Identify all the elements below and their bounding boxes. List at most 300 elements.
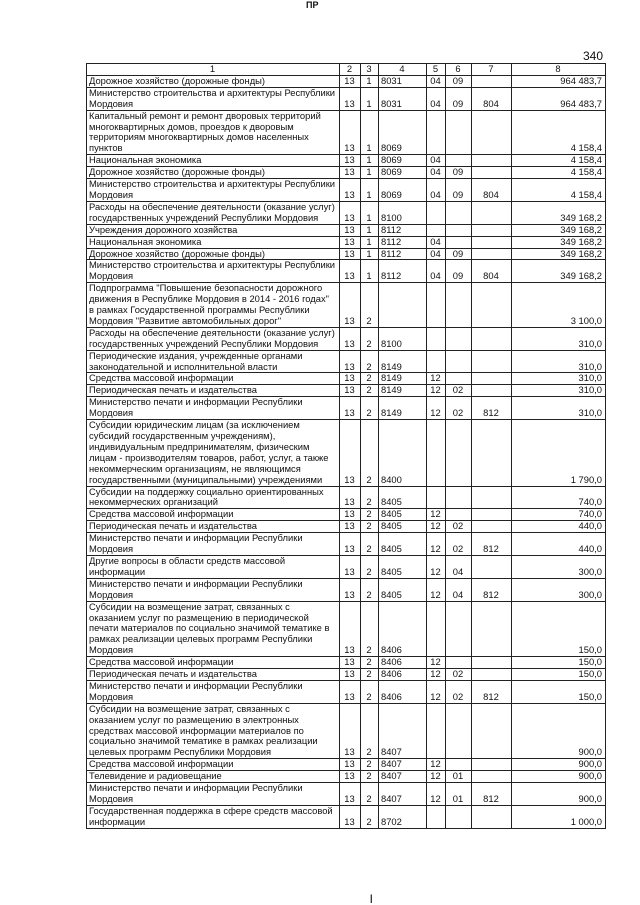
row-code-2: 2: [361, 533, 379, 556]
row-code-3: 8406: [379, 657, 427, 669]
header-col-7: 7: [472, 64, 512, 76]
row-amount: 310,0: [512, 373, 606, 385]
row-ministry-code: [472, 486, 512, 509]
row-subsection: 04: [446, 555, 472, 578]
row-code-3: 8031: [379, 75, 427, 87]
row-ministry-code: [472, 509, 512, 521]
table-header-row: [87, 64, 606, 76]
row-amount: 310,0: [512, 350, 606, 373]
row-section: 04: [427, 179, 446, 202]
row-code-3: 8069: [379, 110, 427, 155]
row-code-1: 13: [340, 601, 361, 657]
row-code-1: 13: [340, 75, 361, 87]
row-code-3: 8112: [379, 260, 427, 283]
row-code-3: 8405: [379, 509, 427, 521]
row-amount: 740,0: [512, 509, 606, 521]
row-code-3: [379, 283, 427, 328]
row-code-2: 1: [361, 260, 379, 283]
page-number: 340: [583, 49, 604, 63]
row-code-3: 8149: [379, 373, 427, 385]
row-section: [427, 601, 446, 657]
row-subsection: [446, 236, 472, 248]
top-mark: ПР: [306, 0, 319, 10]
table-row: [87, 373, 606, 385]
row-amount: 3 100,0: [512, 283, 606, 328]
row-code-2: 2: [361, 385, 379, 397]
header-col-3: 3: [361, 64, 379, 76]
row-ministry-code: [472, 201, 512, 224]
row-code-1: 13: [340, 509, 361, 521]
row-amount: 310,0: [512, 385, 606, 397]
row-amount: 964 483,7: [512, 75, 606, 87]
row-subsection: 02: [446, 397, 472, 420]
row-ministry-code: 804: [472, 260, 512, 283]
row-subsection: 02: [446, 521, 472, 533]
row-code-1: 13: [340, 783, 361, 806]
row-amount: 300,0: [512, 578, 606, 601]
row-name: Субсидии на возмещение затрат, связанных с оказанием услуг по размещению в электронных средствах массовой информации материалов по социально значимой тематике в рамках реализации целевых программ Республики Мордовия: [87, 703, 340, 759]
row-code-1: 13: [340, 373, 361, 385]
row-name: Субсидии на возмещение затрат, связанных с оказанием услуг по размещению в периодической печати материалов по социально значимой тематике в рамках реализации целевых программ Республики Мордовия: [87, 601, 340, 657]
row-subsection: [446, 224, 472, 236]
table-row: [87, 783, 606, 806]
row-amount: 900,0: [512, 759, 606, 771]
row-code-3: 8112: [379, 248, 427, 260]
row-section: 12: [427, 771, 446, 783]
row-code-2: 2: [361, 771, 379, 783]
row-ministry-code: [472, 703, 512, 759]
row-code-2: 1: [361, 155, 379, 167]
row-code-2: 2: [361, 657, 379, 669]
row-code-2: 2: [361, 509, 379, 521]
row-code-1: 13: [340, 155, 361, 167]
table-row: [87, 771, 606, 783]
row-subsection: [446, 350, 472, 373]
table-row: [87, 167, 606, 179]
row-code-2: 2: [361, 601, 379, 657]
row-subsection: [446, 110, 472, 155]
row-section: 04: [427, 155, 446, 167]
table-row: [87, 350, 606, 373]
header-col-2: 2: [340, 64, 361, 76]
row-name: Периодические издания, учрежденные органами законодательной и исполнительной власти: [87, 350, 340, 373]
table-row: [87, 155, 606, 167]
row-section: [427, 283, 446, 328]
row-code-2: 1: [361, 236, 379, 248]
row-amount: 964 483,7: [512, 87, 606, 110]
row-code-3: 8100: [379, 327, 427, 350]
row-amount: 300,0: [512, 555, 606, 578]
table-row: [87, 680, 606, 703]
row-name: Средства массовой информации: [87, 657, 340, 669]
row-section: 12: [427, 783, 446, 806]
row-name: Субсидии на поддержку социально ориентированных некоммерческих организаций: [87, 486, 340, 509]
row-code-3: 8406: [379, 669, 427, 681]
row-code-1: 13: [340, 703, 361, 759]
row-ministry-code: [472, 110, 512, 155]
row-code-2: 2: [361, 486, 379, 509]
row-name: Министерство печати и информации Республики Мордовия: [87, 783, 340, 806]
row-subsection: [446, 327, 472, 350]
row-amount: 310,0: [512, 397, 606, 420]
row-code-3: 8406: [379, 680, 427, 703]
row-name: Национальная экономика: [87, 155, 340, 167]
row-code-2: 1: [361, 224, 379, 236]
row-subsection: 01: [446, 783, 472, 806]
row-name: Другие вопросы в области средств массовой информации: [87, 555, 340, 578]
row-code-2: 1: [361, 87, 379, 110]
row-section: 04: [427, 87, 446, 110]
row-ministry-code: [472, 601, 512, 657]
row-code-1: 13: [340, 350, 361, 373]
row-name: Периодическая печать и издательства: [87, 385, 340, 397]
row-amount: 349 168,2: [512, 224, 606, 236]
row-code-3: 8405: [379, 555, 427, 578]
row-name: Периодическая печать и издательства: [87, 521, 340, 533]
row-code-3: 8100: [379, 201, 427, 224]
row-code-3: 8406: [379, 601, 427, 657]
row-subsection: [446, 373, 472, 385]
row-code-2: 2: [361, 680, 379, 703]
row-code-2: 2: [361, 805, 379, 828]
row-section: 04: [427, 75, 446, 87]
row-code-1: 13: [340, 201, 361, 224]
row-code-3: 8069: [379, 167, 427, 179]
row-section: [427, 327, 446, 350]
row-section: 12: [427, 669, 446, 681]
row-code-1: 13: [340, 805, 361, 828]
row-code-3: 8112: [379, 224, 427, 236]
row-subsection: 01: [446, 771, 472, 783]
row-ministry-code: 812: [472, 397, 512, 420]
row-subsection: 02: [446, 669, 472, 681]
header-col-5: 5: [427, 64, 446, 76]
row-code-1: 13: [340, 771, 361, 783]
row-code-2: 2: [361, 521, 379, 533]
row-code-3: 8407: [379, 771, 427, 783]
row-code-3: 8702: [379, 805, 427, 828]
row-code-1: 13: [340, 224, 361, 236]
row-ministry-code: [472, 248, 512, 260]
row-code-1: 13: [340, 486, 361, 509]
row-code-1: 13: [340, 759, 361, 771]
row-code-2: 1: [361, 248, 379, 260]
row-code-2: 2: [361, 420, 379, 486]
row-amount: 349 168,2: [512, 201, 606, 224]
table-row: [87, 533, 606, 556]
row-subsection: [446, 657, 472, 669]
row-ministry-code: 804: [472, 87, 512, 110]
row-code-2: 1: [361, 75, 379, 87]
table-row: [87, 805, 606, 828]
row-code-3: 8112: [379, 236, 427, 248]
row-ministry-code: [472, 771, 512, 783]
row-name: Министерство строительства и архитектуры Республики Мордовия: [87, 260, 340, 283]
row-code-3: 8400: [379, 420, 427, 486]
row-code-2: 2: [361, 397, 379, 420]
row-code-3: 8407: [379, 783, 427, 806]
table-row: [87, 578, 606, 601]
row-code-3: 8069: [379, 155, 427, 167]
row-section: [427, 486, 446, 509]
table-row: [87, 260, 606, 283]
row-ministry-code: 804: [472, 179, 512, 202]
row-ministry-code: [472, 167, 512, 179]
row-code-2: 1: [361, 201, 379, 224]
row-section: 04: [427, 167, 446, 179]
row-code-3: 8405: [379, 521, 427, 533]
row-ministry-code: [472, 236, 512, 248]
row-code-2: 2: [361, 669, 379, 681]
row-section: [427, 110, 446, 155]
table-row: [87, 201, 606, 224]
row-code-1: 13: [340, 397, 361, 420]
row-code-3: 8405: [379, 578, 427, 601]
row-ministry-code: [472, 155, 512, 167]
row-amount: 4 158,4: [512, 155, 606, 167]
row-amount: 1 790,0: [512, 420, 606, 486]
row-subsection: 09: [446, 248, 472, 260]
row-code-1: 13: [340, 179, 361, 202]
row-section: 12: [427, 657, 446, 669]
row-code-1: 13: [340, 260, 361, 283]
row-subsection: [446, 201, 472, 224]
row-amount: 900,0: [512, 771, 606, 783]
row-code-2: 1: [361, 179, 379, 202]
row-ministry-code: [472, 669, 512, 681]
row-section: 12: [427, 397, 446, 420]
row-ministry-code: [472, 283, 512, 328]
row-name: Министерство строительства и архитектуры Республики Мордовия: [87, 87, 340, 110]
row-amount: 740,0: [512, 486, 606, 509]
row-amount: 440,0: [512, 521, 606, 533]
table-row: [87, 669, 606, 681]
row-code-2: 2: [361, 555, 379, 578]
row-amount: 1 000,0: [512, 805, 606, 828]
row-amount: 349 168,2: [512, 260, 606, 283]
table-row: [87, 283, 606, 328]
row-section: 04: [427, 260, 446, 283]
row-subsection: 04: [446, 578, 472, 601]
row-code-3: 8405: [379, 486, 427, 509]
row-name: Подпрограмма "Повышение безопасности дорожного движения в Республике Мордовия в 2014 - 2016 годах" в рамках Государственной программы Республики Мордовия "Развитие автомобильных дорог": [87, 283, 340, 328]
row-code-1: 13: [340, 236, 361, 248]
row-name: Средства массовой информации: [87, 373, 340, 385]
table-row: [87, 397, 606, 420]
row-subsection: 09: [446, 167, 472, 179]
row-section: [427, 224, 446, 236]
row-amount: 349 168,2: [512, 236, 606, 248]
row-code-1: 13: [340, 669, 361, 681]
table-row: [87, 521, 606, 533]
row-code-1: 13: [340, 680, 361, 703]
row-section: 04: [427, 236, 446, 248]
row-section: 12: [427, 509, 446, 521]
table-row: [87, 385, 606, 397]
row-name: Государственная поддержка в сфере средств массовой информации: [87, 805, 340, 828]
row-ministry-code: [472, 521, 512, 533]
row-name: Дорожное хозяйство (дорожные фонды): [87, 75, 340, 87]
row-amount: 150,0: [512, 601, 606, 657]
table-row: [87, 248, 606, 260]
row-section: 12: [427, 385, 446, 397]
table-row: [87, 759, 606, 771]
row-amount: 4 158,4: [512, 179, 606, 202]
row-section: [427, 703, 446, 759]
row-subsection: [446, 420, 472, 486]
row-name: Периодическая печать и издательства: [87, 669, 340, 681]
row-ministry-code: [472, 327, 512, 350]
row-section: 12: [427, 578, 446, 601]
row-name: Министерство печати и информации Республики Мордовия: [87, 680, 340, 703]
row-code-1: 13: [340, 578, 361, 601]
row-code-2: 2: [361, 283, 379, 328]
row-section: [427, 201, 446, 224]
table-row: [87, 87, 606, 110]
row-section: [427, 350, 446, 373]
row-code-2: 2: [361, 350, 379, 373]
row-name: Дорожное хозяйство (дорожные фонды): [87, 248, 340, 260]
row-section: [427, 420, 446, 486]
row-subsection: [446, 805, 472, 828]
row-ministry-code: [472, 555, 512, 578]
table-row: [87, 601, 606, 657]
table-row: [87, 703, 606, 759]
table-row: [87, 179, 606, 202]
row-name: Министерство печати и информации Республики Мордовия: [87, 578, 340, 601]
row-section: [427, 805, 446, 828]
row-code-1: 13: [340, 521, 361, 533]
table-row: [87, 224, 606, 236]
row-code-1: 13: [340, 533, 361, 556]
header-col-4: 4: [379, 64, 427, 76]
row-code-2: 1: [361, 167, 379, 179]
table-row: [87, 75, 606, 87]
row-ministry-code: 812: [472, 680, 512, 703]
row-code-1: 13: [340, 167, 361, 179]
row-code-3: 8069: [379, 179, 427, 202]
row-code-1: 13: [340, 327, 361, 350]
row-subsection: 09: [446, 260, 472, 283]
row-code-2: 2: [361, 578, 379, 601]
row-code-3: 8031: [379, 87, 427, 110]
row-amount: 900,0: [512, 783, 606, 806]
row-code-1: 13: [340, 87, 361, 110]
row-name: Телевидение и радиовещание: [87, 771, 340, 783]
row-subsection: 02: [446, 680, 472, 703]
row-code-1: 13: [340, 385, 361, 397]
row-amount: 310,0: [512, 327, 606, 350]
row-ministry-code: 812: [472, 578, 512, 601]
row-ministry-code: [472, 385, 512, 397]
row-code-3: 8407: [379, 703, 427, 759]
row-subsection: 02: [446, 533, 472, 556]
row-code-3: 8149: [379, 385, 427, 397]
row-amount: 349 168,2: [512, 248, 606, 260]
row-name: Средства массовой информации: [87, 509, 340, 521]
row-name: Капитальный ремонт и ремонт дворовых территорий многоквартирных домов, проездов к дворовым территориям многоквартирных домов населенных пунктов: [87, 110, 340, 155]
row-section: 12: [427, 533, 446, 556]
row-subsection: [446, 283, 472, 328]
row-code-3: 8149: [379, 397, 427, 420]
row-subsection: [446, 486, 472, 509]
table-row: [87, 657, 606, 669]
row-name: Министерство строительства и архитектуры Республики Мордовия: [87, 179, 340, 202]
row-section: 12: [427, 521, 446, 533]
row-code-3: 8149: [379, 350, 427, 373]
row-subsection: 09: [446, 179, 472, 202]
budget-table: [86, 63, 606, 829]
row-name: Расходы на обеспечение деятельности (оказание услуг) государственных учреждений Республики Мордовия: [87, 201, 340, 224]
bottom-mark: |: [370, 893, 373, 903]
row-code-2: 1: [361, 110, 379, 155]
row-name: Министерство печати и информации Республики Мордовия: [87, 397, 340, 420]
row-section: 12: [427, 680, 446, 703]
row-code-2: 2: [361, 759, 379, 771]
row-code-3: 8407: [379, 759, 427, 771]
row-code-1: 13: [340, 555, 361, 578]
row-ministry-code: [472, 805, 512, 828]
row-ministry-code: [472, 759, 512, 771]
row-subsection: 02: [446, 385, 472, 397]
header-col-1: 1: [87, 64, 340, 76]
row-code-2: 2: [361, 373, 379, 385]
row-section: 04: [427, 248, 446, 260]
row-code-3: 8405: [379, 533, 427, 556]
row-code-1: 13: [340, 420, 361, 486]
row-subsection: [446, 759, 472, 771]
row-amount: 4 158,4: [512, 110, 606, 155]
row-code-2: 2: [361, 783, 379, 806]
table-row: [87, 236, 606, 248]
row-name: Национальная экономика: [87, 236, 340, 248]
row-ministry-code: [472, 350, 512, 373]
row-subsection: [446, 601, 472, 657]
table-row: [87, 555, 606, 578]
table-row: [87, 420, 606, 486]
row-amount: 900,0: [512, 703, 606, 759]
row-code-1: 13: [340, 657, 361, 669]
row-section: 12: [427, 759, 446, 771]
row-code-1: 13: [340, 248, 361, 260]
row-ministry-code: [472, 373, 512, 385]
row-section: 12: [427, 373, 446, 385]
row-subsection: [446, 155, 472, 167]
row-amount: 4 158,4: [512, 167, 606, 179]
row-subsection: [446, 509, 472, 521]
row-amount: 150,0: [512, 657, 606, 669]
row-name: Министерство печати и информации Республики Мордовия: [87, 533, 340, 556]
row-name: Средства массовой информации: [87, 759, 340, 771]
row-ministry-code: [472, 224, 512, 236]
row-ministry-code: [472, 420, 512, 486]
row-name: Субсидии юридическим лицам (за исключением субсидий государственным учреждениям), индивидуальным предпринимателям, физическим лицам - производителям товаров, работ, услуг, а также некоммерческим организациям, не являющимся государственными (муниципальными) учреждениями: [87, 420, 340, 486]
header-col-6: 6: [446, 64, 472, 76]
table-row: [87, 110, 606, 155]
row-code-2: 2: [361, 703, 379, 759]
row-ministry-code: 812: [472, 783, 512, 806]
row-name: Учреждения дорожного хозяйства: [87, 224, 340, 236]
row-ministry-code: [472, 657, 512, 669]
row-name: Расходы на обеспечение деятельности (оказание услуг) государственных учреждений Республики Мордовия: [87, 327, 340, 350]
row-amount: 150,0: [512, 680, 606, 703]
row-name: Дорожное хозяйство (дорожные фонды): [87, 167, 340, 179]
table-row: [87, 509, 606, 521]
row-code-1: 13: [340, 110, 361, 155]
row-subsection: 09: [446, 87, 472, 110]
row-subsection: 09: [446, 75, 472, 87]
row-ministry-code: 812: [472, 533, 512, 556]
